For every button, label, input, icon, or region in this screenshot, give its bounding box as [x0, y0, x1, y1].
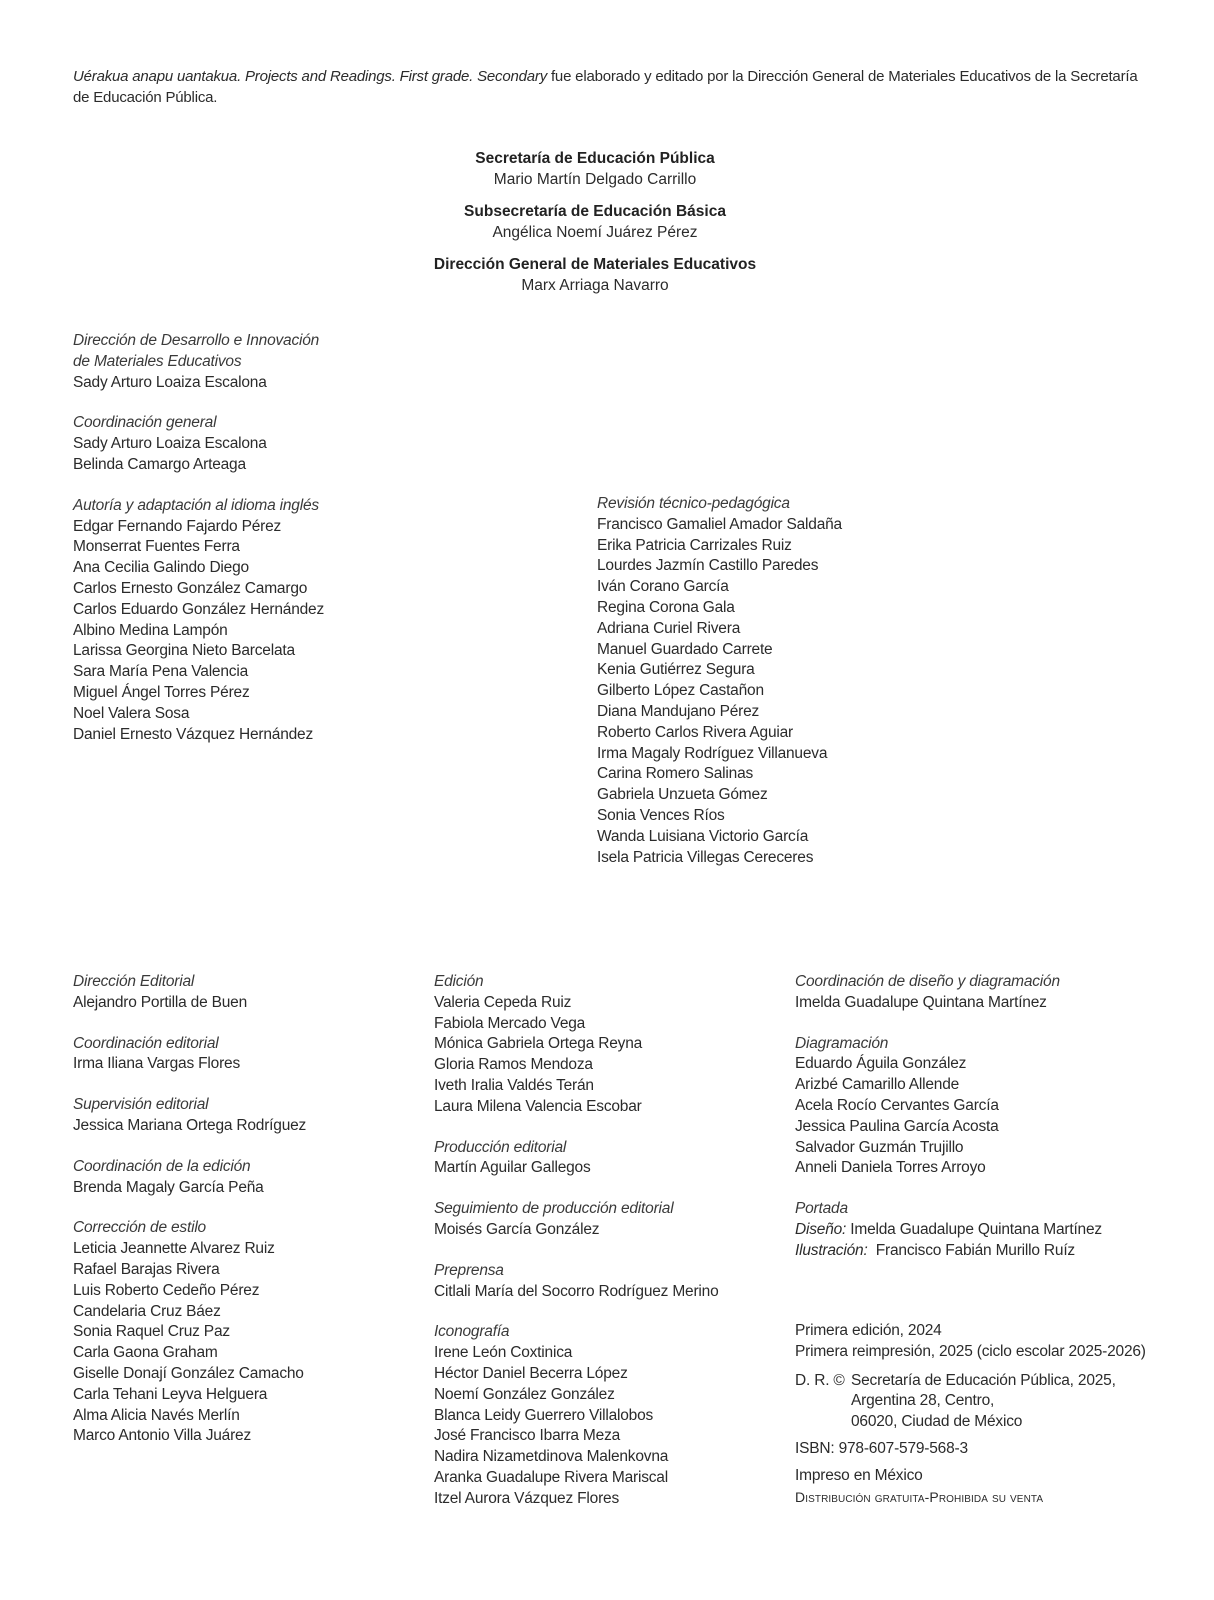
- credit-name: Candelaria Cruz Báez: [73, 1302, 221, 1320]
- reprint: Primera reimpresión, 2025 (ciclo escolar 2025-2026): [795, 1342, 1146, 1360]
- credit-name: Gilberto López Castañon: [597, 682, 764, 700]
- credit-name: Sonia Raquel Cruz Paz: [73, 1323, 230, 1341]
- portada-illustration: [795, 1241, 1175, 1262]
- authority-name: Angélica Noemí Juárez Pérez: [492, 224, 698, 241]
- credit-name: Irene León Coxtinica: [434, 1344, 573, 1362]
- credit-name: Edgar Fernando Fajardo Pérez: [73, 517, 282, 535]
- credit-name: Jessica Paulina García Acosta: [795, 1117, 999, 1135]
- authority-name: Mario Martín Delgado Carrillo: [493, 171, 697, 188]
- credit-name: Nadira Nizametdinova Malenkovna: [434, 1448, 669, 1466]
- credit-name: Carla Tehani Leyva Helguera: [73, 1385, 268, 1403]
- credit-heading: Coordinación de la edición: [73, 1157, 251, 1175]
- copyright-label: D. R. ©: [795, 1371, 845, 1389]
- credit-name: Larissa Georgina Nieto Barcelata: [73, 642, 295, 660]
- credit-name: Francisco Gamaliel Amador Saldaña: [597, 515, 842, 533]
- credit-heading: Supervisión editorial: [73, 1096, 209, 1114]
- copyright-line: 06020, Ciudad de México: [851, 1413, 1023, 1431]
- credit-name: Iván Corano García: [597, 578, 729, 596]
- credit-name: Isela Patricia Villegas Cereceres: [597, 848, 814, 866]
- credit-name: Adriana Curiel Rivera: [597, 619, 741, 637]
- credit-heading: Iconografía: [434, 1323, 510, 1341]
- credit-heading: Producción editorial: [434, 1138, 567, 1156]
- credit-heading: Revisión técnico-pedagógica: [597, 495, 790, 512]
- credit-name: Daniel Ernesto Vázquez Hernández: [73, 725, 314, 743]
- credit-heading: Coordinación general: [73, 414, 217, 432]
- credit-name: Eduardo Águila González: [795, 1055, 967, 1073]
- authority: [0, 201, 1190, 243]
- credit-heading: Seguimiento de producción editorial: [434, 1200, 674, 1218]
- portada-design: [795, 1220, 1175, 1241]
- book-title: Uérakua anapu uantakua. Projects and Readings. First grade. Secondary: [73, 68, 547, 85]
- credit-name: Alejandro Portilla de Buen: [73, 993, 248, 1011]
- credit-name: Jessica Mariana Ortega Rodríguez: [73, 1116, 307, 1134]
- first-edition: Primera edición, 2024: [795, 1322, 942, 1339]
- credit-name: Citlali María del Socorro Rodríguez Merino: [434, 1282, 719, 1300]
- credit-name: Sonia Vences Ríos: [597, 806, 725, 824]
- credit-name: Arizbé Camarillo Allende: [795, 1076, 960, 1094]
- credit-name: Anneli Daniela Torres Arroyo: [795, 1159, 986, 1177]
- credit-name: Carla Gaona Graham: [73, 1344, 218, 1362]
- credit-name: Moisés García González: [434, 1220, 600, 1238]
- credit-name: Albino Medina Lampón: [73, 621, 228, 639]
- credit-name: Ana Cecilia Galindo Diego: [73, 559, 249, 577]
- credit-name: Diana Mandujano Pérez: [597, 702, 760, 720]
- credit-heading: Corrección de estilo: [73, 1219, 206, 1237]
- printed-in: Impreso en México: [795, 1466, 923, 1484]
- top-left-credits: [73, 331, 493, 745]
- credit-name: Gabriela Unzueta Gómez: [597, 786, 768, 804]
- credit-name: Valeria Cepeda Ruiz: [434, 993, 572, 1011]
- credit-name: Carlos Eduardo González Hernández: [73, 600, 325, 618]
- credit-heading: Preprensa: [434, 1261, 504, 1279]
- edition-info: [795, 1321, 1185, 1507]
- credit-name: Alma Alicia Navés Merlín: [73, 1406, 240, 1424]
- credit-name: Gloria Ramos Mendoza: [434, 1056, 593, 1074]
- credit-group: [73, 496, 493, 746]
- editorial-column-3: [795, 972, 1175, 1262]
- credit-name: Monserrat Fuentes Ferra: [73, 538, 240, 556]
- credit-name: Aranka Guadalupe Rivera Mariscal: [434, 1468, 668, 1486]
- credit-name: Miguel Ángel Torres Pérez: [73, 683, 250, 701]
- authority-title: Secretaría de Educación Pública: [475, 150, 715, 167]
- credit-name: Roberto Carlos Rivera Aguiar: [597, 723, 793, 741]
- intro-text: fue elaborado y editado por la Dirección General de Materiales Educativos de la Secretaría de Educación Pública.: [73, 68, 1138, 106]
- credit-name: Iveth Iralia Valdés Terán: [434, 1076, 594, 1094]
- authority: [0, 254, 1190, 296]
- credit-heading: Dirección de Desarrollo e Innovación: [73, 332, 320, 349]
- credit-name: Wanda Luisiana Victorio García: [597, 827, 809, 845]
- credit-name: Leticia Jeannette Alvarez Ruiz: [73, 1240, 275, 1258]
- authority-title: Subsecretaría de Educación Básica: [464, 203, 726, 220]
- credit-heading: de Materiales Educativos: [73, 352, 242, 370]
- credit-group: [73, 331, 493, 393]
- credit-heading: Coordinación editorial: [73, 1034, 219, 1052]
- isbn: ISBN: 978-607-579-568-3: [795, 1439, 968, 1457]
- credit-name: Brenda Magaly García Peña: [73, 1178, 264, 1196]
- design-name: Imelda Guadalupe Quintana Martínez: [846, 1220, 1102, 1238]
- copyright-line: Secretaría de Educación Pública, 2025,: [851, 1371, 1116, 1389]
- credit-name: Noemí González González: [434, 1385, 615, 1403]
- credit-name: Acela Rocío Cervantes García: [795, 1096, 999, 1114]
- credit-heading: Autoría y adaptación al idioma inglés: [73, 496, 319, 514]
- credit-name: Regina Corona Gala: [597, 598, 735, 616]
- copyright-block: [795, 1371, 1185, 1433]
- illustration-name: Francisco Fabián Murillo Ruíz: [867, 1241, 1075, 1259]
- credit-name: Blanca Leidy Guerrero Villalobos: [434, 1406, 654, 1424]
- credit-name: Lourdes Jazmín Castillo Paredes: [597, 557, 819, 575]
- credit-group: [73, 413, 493, 475]
- credit-name: Sady Arturo Loaiza Escalona: [73, 435, 267, 453]
- credit-name: Itzel Aurora Vázquez Flores: [434, 1489, 619, 1507]
- credit-heading: Dirección Editorial: [73, 973, 195, 990]
- credit-heading: Coordinación de diseño y diagramación: [795, 973, 1060, 990]
- credit-name: Manuel Guardado Carrete: [597, 640, 773, 658]
- credit-name: Mónica Gabriela Ortega Reyna: [434, 1035, 643, 1053]
- copyright-line: Argentina 28, Centro,: [851, 1392, 995, 1410]
- credit-name: Irma Magaly Rodríguez Villanueva: [597, 744, 828, 762]
- credit-name: Giselle Donají González Camacho: [73, 1364, 304, 1382]
- authorities-block: [0, 148, 1190, 307]
- credit-name: Sara María Pena Valencia: [73, 663, 248, 681]
- credit-name: Kenia Gutiérrez Segura: [597, 661, 755, 679]
- credit-heading: Edición: [434, 973, 484, 990]
- free-distribution-notice: Distribución gratuita-Prohibida su venta: [795, 1488, 1044, 1505]
- editorial-column-2: [434, 972, 779, 1510]
- credit-name: Carlos Ernesto González Camargo: [73, 579, 308, 597]
- credit-name: Luis Roberto Cedeño Pérez: [73, 1281, 260, 1299]
- intro-paragraph: [73, 66, 1153, 108]
- credit-name: Sady Arturo Loaiza Escalona: [73, 373, 267, 391]
- credit-name: Fabiola Mercado Vega: [434, 1014, 586, 1032]
- credit-name: Rafael Barajas Rivera: [73, 1260, 220, 1278]
- credit-name: Martín Aguilar Gallegos: [434, 1159, 591, 1177]
- credit-name: Carina Romero Salinas: [597, 765, 754, 783]
- design-label: Diseño:: [795, 1220, 847, 1238]
- credit-name: Irma Iliana Vargas Flores: [73, 1055, 240, 1073]
- credit-name: Laura Milena Valencia Escobar: [434, 1097, 642, 1115]
- credit-name: Héctor Daniel Becerra López: [434, 1364, 628, 1382]
- credit-name: Imelda Guadalupe Quintana Martínez: [795, 993, 1047, 1011]
- credit-name: Marco Antonio Villa Juárez: [73, 1427, 252, 1445]
- authority-title: Dirección General de Materiales Educativos: [433, 256, 757, 273]
- credit-name: Erika Patricia Carrizales Ruiz: [597, 536, 792, 554]
- revision-credits: [597, 494, 1017, 868]
- credit-name: José Francisco Ibarra Meza: [434, 1427, 621, 1445]
- authority-name: Marx Arriaga Navarro: [521, 277, 669, 294]
- credit-name: Noel Valera Sosa: [73, 704, 190, 722]
- editorial-column-1: [73, 972, 413, 1447]
- credit-heading: Diagramación: [795, 1034, 889, 1052]
- credit-name: Belinda Camargo Arteaga: [73, 455, 246, 473]
- illustration-label: Ilustración:: [795, 1241, 868, 1259]
- authority: [0, 148, 1190, 190]
- credit-heading: Portada: [795, 1200, 848, 1218]
- credit-name: Salvador Guzmán Trujillo: [795, 1138, 964, 1156]
